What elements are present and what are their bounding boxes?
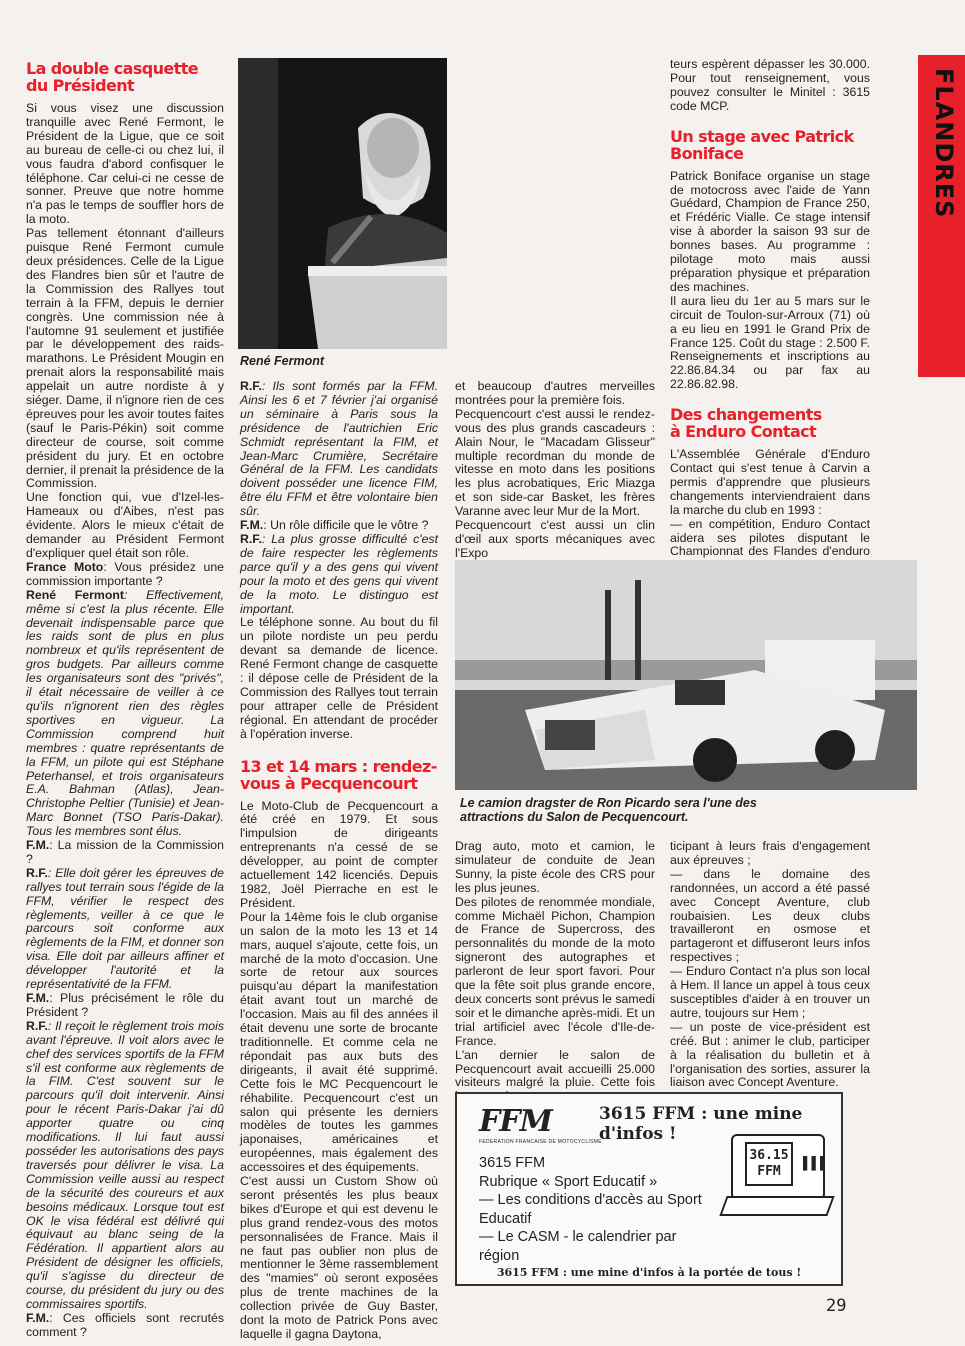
section-tab (920, 58, 964, 219)
minitel-screen-line: 36.15 (749, 1148, 789, 1163)
minitel-keyboard-icon (719, 1196, 834, 1216)
paragraph: — un poste de vice-président est créé. But : animer le club, participer à la réalisation du bulletin et à l'organisation des sorties, assurer la liaison avec Concept Aventure. (670, 1019, 870, 1090)
paragraph: — Enduro Contact n'a plus son local à Hem. Il lance un appel à tous ceux susceptibles d'aider à en trouver un autre, toujours sur Hem ; (670, 964, 870, 1020)
article-title: Des changements à Enduro Contact (670, 405, 822, 442)
paragraph: Pecquencourt c'est aussi un clin d'œil aux sports mécaniques avec l'Expo (455, 518, 655, 560)
paragraph: Une fonction qui, vue d'Izel-les-Hameaux ou d'Aibes, n'est pas évidente. Alors le mieux c'était de demander au Président Fermont d'expliquer quel était son rôle. (26, 490, 224, 560)
ffm-minitel-ad (455, 1092, 843, 1286)
paragraph: Drag auto, moto et camion, le simulateur de conduite de Jean Sunny, la piste école des CRS pour les plus jeunes. (455, 839, 655, 895)
minitel-screen (745, 1142, 793, 1186)
paragraph: teurs espèrent dépasser les 30.000. Pour tout renseignement, vous pouvez consulter le Minitel : 3615 code MCP. (670, 57, 870, 113)
ad-body (479, 1154, 709, 1265)
paragraph: C'est aussi un Custom Show où seront présentés les plus beaux bikes d'Europe et qui est devenu le plus grand rendez-vous des motos personnalisées de France. Mais il ne faut pas oublier non plus de mentionner le 3ème rassemblement des "mamies" où seront exposées plus de trente machines de la collection privée de Guy Baster, dont la moto de Patrick Pons avec laquelle il gagna Daytona, (240, 1174, 438, 1341)
interview-question: France Moto: Vous présidez une commission importante ? (26, 559, 224, 588)
ad-headline: 3615 FFM : une mine d'infos ! (599, 1104, 803, 1144)
minitel-vent-icon: ▌▌▌ (803, 1156, 829, 1170)
interview-answer: R.F.: Ils sont formés par la FFM. Ainsi les 6 et 7 février j'ai organisé un séminaire à Paris sous la présidence de l'autrichien Eric Schmidt représentant la FIM, et Jean-Marc Crumière, Secrétaire Général de la FFM. Les candidats doivent posséder une licence FIM, être élu FFM et être volontaire bien sûr. (240, 379, 438, 519)
ad-line: 3615 FFM (479, 1155, 546, 1171)
article-president (26, 60, 224, 1340)
paragraph: L'Assemblée Générale d'Enduro Contact qui s'est tenue à Carvin a permis d'apprendre que plusieurs changements interviendraient dans la marche du club en 1993 : (670, 447, 870, 517)
ad-line: — Les conditions d'accès au Sport Educatif (479, 1192, 702, 1227)
paragraph: Pecquencourt c'est aussi le rendez-vous des plus grands cascadeurs : Alain Nour, le "Macadam Glisseur" multiple recordman du monde de vitesse en moto dans les positions les plus acrobatiques, Eric Miazga et son side-car Basket, les frères Varanne avec leur Mur de la Mort. (455, 406, 655, 519)
paragraph: Patrick Boniface organise un stage de motocross avec l'aide de Yann Guédard, Champion de France 250, et Frédéric Vialle. Ce stage intensif vise à aborder la saison 93 sur de bonnes bases. Au programme : pilotage moto mais aussi préparation physique et préparation des machines. (670, 168, 870, 294)
article-title: Un stage avec Patrick Boniface (670, 126, 854, 163)
page-number: 29 (826, 1296, 847, 1316)
paragraph: L'an dernier le salon de Pecquencourt avait accueilli 25.000 visiteurs malgré la pluie. Cette fois (455, 1047, 655, 1090)
photo-caption: René Fermont (240, 354, 325, 368)
paragraph: Le téléphone sonne. Au bout du fil un pilote nordiste un peu perdu devant sa demande de licence. René Fermont change de casquette : il dépose celle de Président de la Commission des Rallyes tout terrain pour attraper celle de Président régional. En attendant de procéder à l'opération inverse. (240, 615, 438, 741)
article-pecquencourt-part (455, 380, 655, 561)
article-pecquencourt-end (455, 840, 655, 1104)
truck-photo-caption: Le camion dragster de Ron Picardo sera l'une des attractions du Salon de Pecquencourt. (460, 796, 757, 824)
interview-answer: René Fermont: Effectivement, même si c'est la plus récente. Elle devenait indispensable parce que les raids sont de plus en plus nombreux et qu'ils représentent de gros budgets. Par ailleurs comme les organisateurs sont des "privés", il était nécessaire de veiller à ce qu'ils n'ignorent rien des règles sportives en vigueur. La Commission comprend huit membres : quatre représentants de la FFM, un pilote qui est Stéphane Peterhansel, et trois organisateurs E.A. Bahman (Atlas), Jean-Christophe Peltier (Tunisie) et Jean-Marc Bonnet (TSO Paris-Dakar). Tous les membres sont élus. (26, 587, 224, 839)
article-enduro-end (670, 840, 870, 1090)
section-tab-label: FLANDRES (930, 68, 958, 219)
ad-footer: 3615 FFM : une mine d'infos à la portée de tous ! (496, 1266, 802, 1279)
paragraph: Pour la 14ème fois le club organise un salon de la moto les 13 et 14 mars, auquel s'ajoute, cette fois, un marché de la moto d'occasion. Une sorte de retour aux sources puisqu'au départ la manifestation était avant tout un marché de l'occasion. Mais au fil des années il était devenu une sorte de brocante traditionnelle. Et comme cela ne répondait pas aux buts des dirigeants, il avait été supprimé. Cette fois le MC Pecquencourt le réhabilite. Pecquencourt c'est un salon qui présente les derniers modèles de toutes les gammes japonaises, américaines et européennes, mais également des accessoires et des équipements. (240, 909, 438, 1175)
article-president-continued (240, 380, 438, 1342)
ad-line: Rubrique « Sport Educatif » (479, 1173, 658, 1190)
paragraph: et beaucoup d'autres merveilles montrées pour la première fois. (455, 379, 655, 407)
paragraph: Si vous visez une discussion tranquille avec René Fermont, le Président de la Ligue, que ce soit au bureau de celle-ci ou chez lui, il vous faudra d'abord confisquer le téléphone. Car celui-ci ne cesse de sonner. Preuve que notre homme n'a pas le temps de souffler hors de la moto. (26, 101, 224, 227)
interview-answer: R.F.: La plus grosse difficulté c'est de faire respecter les règlements parce qu'il y a des gens qui vivent pour la moto et des gens qui vivent de la moto. Le distinguo est important. (240, 531, 438, 616)
interview-answer: R.F.: Elle doit gérer les épreuves de rallyes tout terrain sous l'égide de la FFM, vérifier le respect des règlements, veiller à ce que le parcours soit conforme aux règlements de la FIM, et donner son visa. Elle doit par ailleurs affiner et développer l'autorité et la représentativité de la FFM. (26, 865, 224, 992)
photo-truck-dragster (455, 560, 917, 790)
paragraph: Il aura lieu du 1er au 5 mars sur le circuit de Toulon-sur-Arroux (71) où a eu lieu en 1991 le Grand Prix de France 125. Coût du stage : 2.500 F. Renseignements et inscriptions au 22.86.84.34 ou par fax au 22.86.82.98. (670, 293, 870, 392)
ad-line: — Le CASM - le calendrier par région (479, 1229, 677, 1264)
interview-question: F.M.: Un rôle difficile que le vôtre ? (240, 518, 429, 533)
article-right-column (670, 58, 870, 573)
paragraph: Le Moto-Club de Pecquencourt a été créé en 1979. Et sous l'impulsion de dirigeants entreprenants n'a cessé de se développer, au point de compter actuellement 142 licenciés. Depuis 1982, Joël Pierrache en est le Président. (240, 798, 438, 910)
minitel-icon (719, 1134, 829, 1214)
interview-question: F.M.: Ces officiels sont recrutés comment ? (26, 1310, 224, 1339)
photo-rene-fermont (238, 58, 447, 349)
truck-illustration (455, 560, 917, 790)
article-title: La double casquette du Président (26, 59, 199, 95)
paragraph: — dans le domaine des randonnées, un accord a été passé avec Concept Aventure, club roubaisien. Les deux clubs travailleront en osmose et partageront et diffuseront leurs infos respectives ; (670, 866, 870, 965)
minitel-screen-line: FFM (757, 1164, 781, 1179)
interview-question: F.M.: Plus précisément le rôle du Président ? (26, 991, 224, 1019)
paragraph: Des pilotes de renommée mondiale, comme Michaël Pichon, Champion de France de Supercross, des personnalités du monde de la moto signeront des autographes et parleront de leur sport favori. Pour que la fête soit plus grande encore, deux concerts sont prévus le samedi soir et le dimanche après-midi. Et un trial artificiel avec l'école d'Ile-de-France. (455, 894, 655, 1048)
interview-answer: R.F.: Il reçoit le règlement trois mois avant l'épreuve. Il voit alors avec le chef des services sportifs de la FFM s'il est conforme aux règlements de la FIM. C'est souvent sur le parcours qu'il doit intervenir. Ainsi pour le récent Paris-Dakar j'ai dû apporter quatre ou cinq modifications. Il lui faut aussi posséder les autorisations des pays traversés pour délivrer le visa. La Commission veille aussi au respect de la sécurité des coureurs et aux besoins médicaux. Lorsque tout est OK le visa fédéral est délivré qui équivaut au blanc seing de la Fédération. Il appartient alors au Président de désigner les officiels, qu'il s'agisse du directeur de course, du président du jury ou des commissaires sportifs. (26, 1018, 224, 1311)
ffm-logo: FFM (479, 1104, 552, 1139)
speaker-illustration (238, 58, 447, 349)
paragraph: ticipant à leurs frais d'engagement aux épreuves ; (670, 839, 870, 867)
interview-question: F.M.: La mission de la Commission ? (26, 838, 224, 866)
paragraph: — en compétition, Enduro Contact aidera ses pilotes disputant le Championnat des Flandes d'enduro (670, 516, 870, 559)
ffm-logo-subtitle: FEDERATION FRANCAISE DE MOTOCYCLISME (479, 1139, 602, 1145)
paragraph: Pas tellement étonnant d'ailleurs puisque René Fermont cumule deux présidences. Celle de la Ligue des Flandres bien sûr et l'autre de la Commission des Rallyes tout terrain à la FFM, depuis le dernier congrès. Une commission née à l'automne 91 seulement et justifiée par le développement des raids-marathons. Le Président Mougin en prenait alors la responsabilité mais appelait un autre nordiste à y siéger. Dame, il n'ignore rien de ces épreuves pour les avoir toutes faites (sauf le Paris-Pékin) soit comme directeur de course, soit comme président du jury. Et en octobre dernier, il prenait la présidence de la Commission. (26, 226, 224, 491)
article-title: 13 et 14 mars : rendez- vous à Pecquencourt (240, 756, 437, 793)
